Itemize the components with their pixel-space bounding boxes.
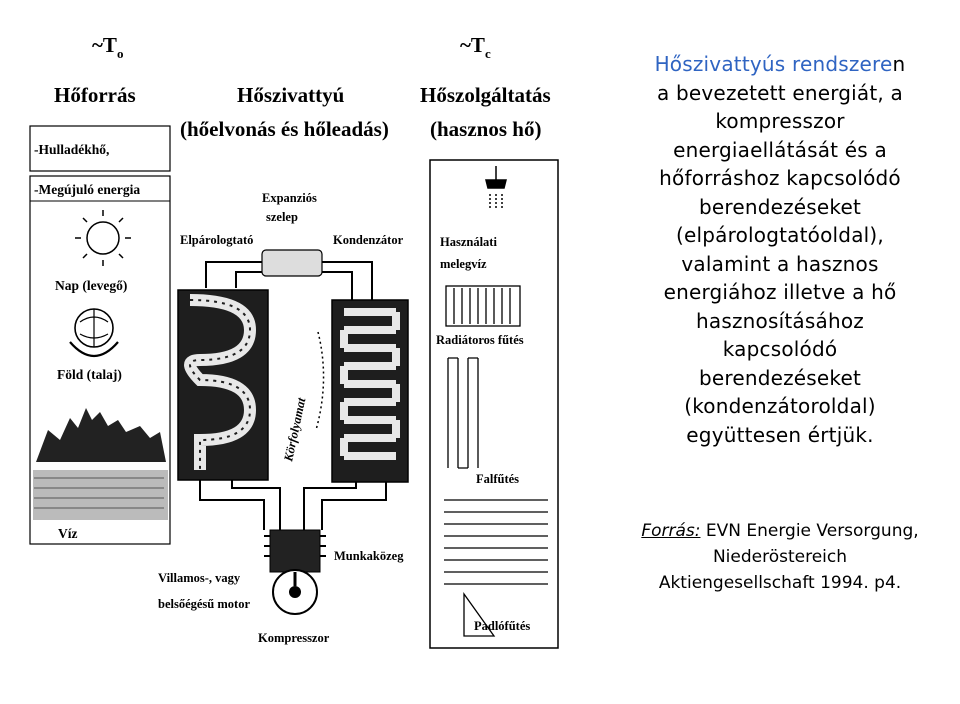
radiator-icon: [446, 286, 520, 326]
floor-heating-icon: [444, 500, 548, 636]
hot-water-label-1: Használati: [440, 235, 497, 249]
description-line: berendezéseket: [698, 194, 862, 219]
parliament-water-illustration: [33, 408, 168, 520]
description-first-rest: n: [892, 52, 906, 76]
heat-pump-header: Hőszivattyú: [237, 83, 345, 107]
description-line: a bevezetett energiát, a: [656, 80, 904, 105]
description-first-line: [600, 50, 960, 79]
sun-icon: [75, 210, 131, 266]
heat-service-column: [430, 160, 558, 648]
evaporator-label: Elpárologtató: [180, 233, 254, 247]
heat-source-header: Hőforrás: [54, 83, 136, 107]
wall-heating-label: Falfűtés: [476, 472, 520, 486]
compressor-icon: [264, 530, 326, 614]
description-line: (elpárologtatóoldal),: [676, 223, 884, 247]
motor-label-1: Villamos-, vagy: [158, 571, 241, 585]
description-line: hőforráshoz kapcsolódó: [659, 166, 901, 190]
description-highlight: Hőszivattyús rendszere: [654, 52, 893, 76]
wall-heating-icon: [448, 358, 478, 468]
description-line: (kondenzátoroldal): [684, 394, 876, 418]
description-paragraph: [600, 50, 960, 449]
description-line: együttesen értjük.: [686, 422, 874, 447]
shower-icon: [486, 166, 506, 208]
source-temperature-label: $\sim T_o$: [92, 33, 124, 61]
description-line: valamint a hasznos: [681, 251, 879, 276]
waste-heat-label: -Hulladékhő,: [34, 142, 110, 157]
cycle-arrow: [281, 332, 324, 464]
compressor-label: Kompresszor: [258, 631, 330, 645]
heat-service-header: Hőszolgáltatás: [420, 83, 551, 107]
description-line: energiaellátását és a: [673, 137, 887, 162]
renewable-label: -Megújuló energia: [34, 182, 141, 197]
floor-heating-label: Padlófűtés: [474, 619, 531, 633]
earth-label: Föld (talaj): [57, 367, 122, 382]
expansion-valve-label-2: szelep: [266, 210, 298, 224]
working-fluid-label: Munkaközeg: [334, 549, 404, 563]
expansion-valve: [262, 250, 322, 276]
globe-hands-icon: [70, 309, 118, 356]
expansion-valve-label-1: Expanziós: [262, 191, 317, 205]
evaporator-coil: [178, 290, 268, 480]
condenser-label: Kondenzátor: [333, 233, 404, 247]
hot-water-label-2: melegvíz: [440, 257, 487, 271]
source-text-1: EVN Energie Versorgung,: [700, 521, 919, 541]
description-line: berendezéseket: [698, 365, 862, 390]
source-line-3: Aktiengesellschaft 1994. p4.: [658, 573, 902, 593]
motor-label-2: belsőégésű motor: [158, 597, 250, 611]
description-line: kapcsolódó: [722, 337, 838, 361]
source-line-1: [600, 518, 960, 544]
sun-label: Nap (levegő): [55, 278, 128, 293]
water-label: Víz: [58, 526, 78, 541]
cycle-label: Körfolyamat: [281, 396, 309, 463]
description-line: kompresszor: [715, 109, 845, 133]
radiator-label: Radiátoros fűtés: [436, 333, 524, 347]
source-label: Forrás:: [641, 521, 701, 541]
description-line: hasznosításához: [696, 308, 864, 333]
heat-pump-subheader: (hőelvonás és hőleadás): [180, 117, 389, 141]
consumer-temperature-label: $\sim T_c$: [460, 33, 491, 61]
description-line: energiához illetve a hő: [663, 280, 897, 304]
source-line-2: Niederöstereich: [712, 547, 848, 567]
heat-service-subheader: (hasznos hő): [430, 117, 542, 141]
condenser-coil: [332, 300, 408, 482]
source-citation: [600, 518, 960, 596]
